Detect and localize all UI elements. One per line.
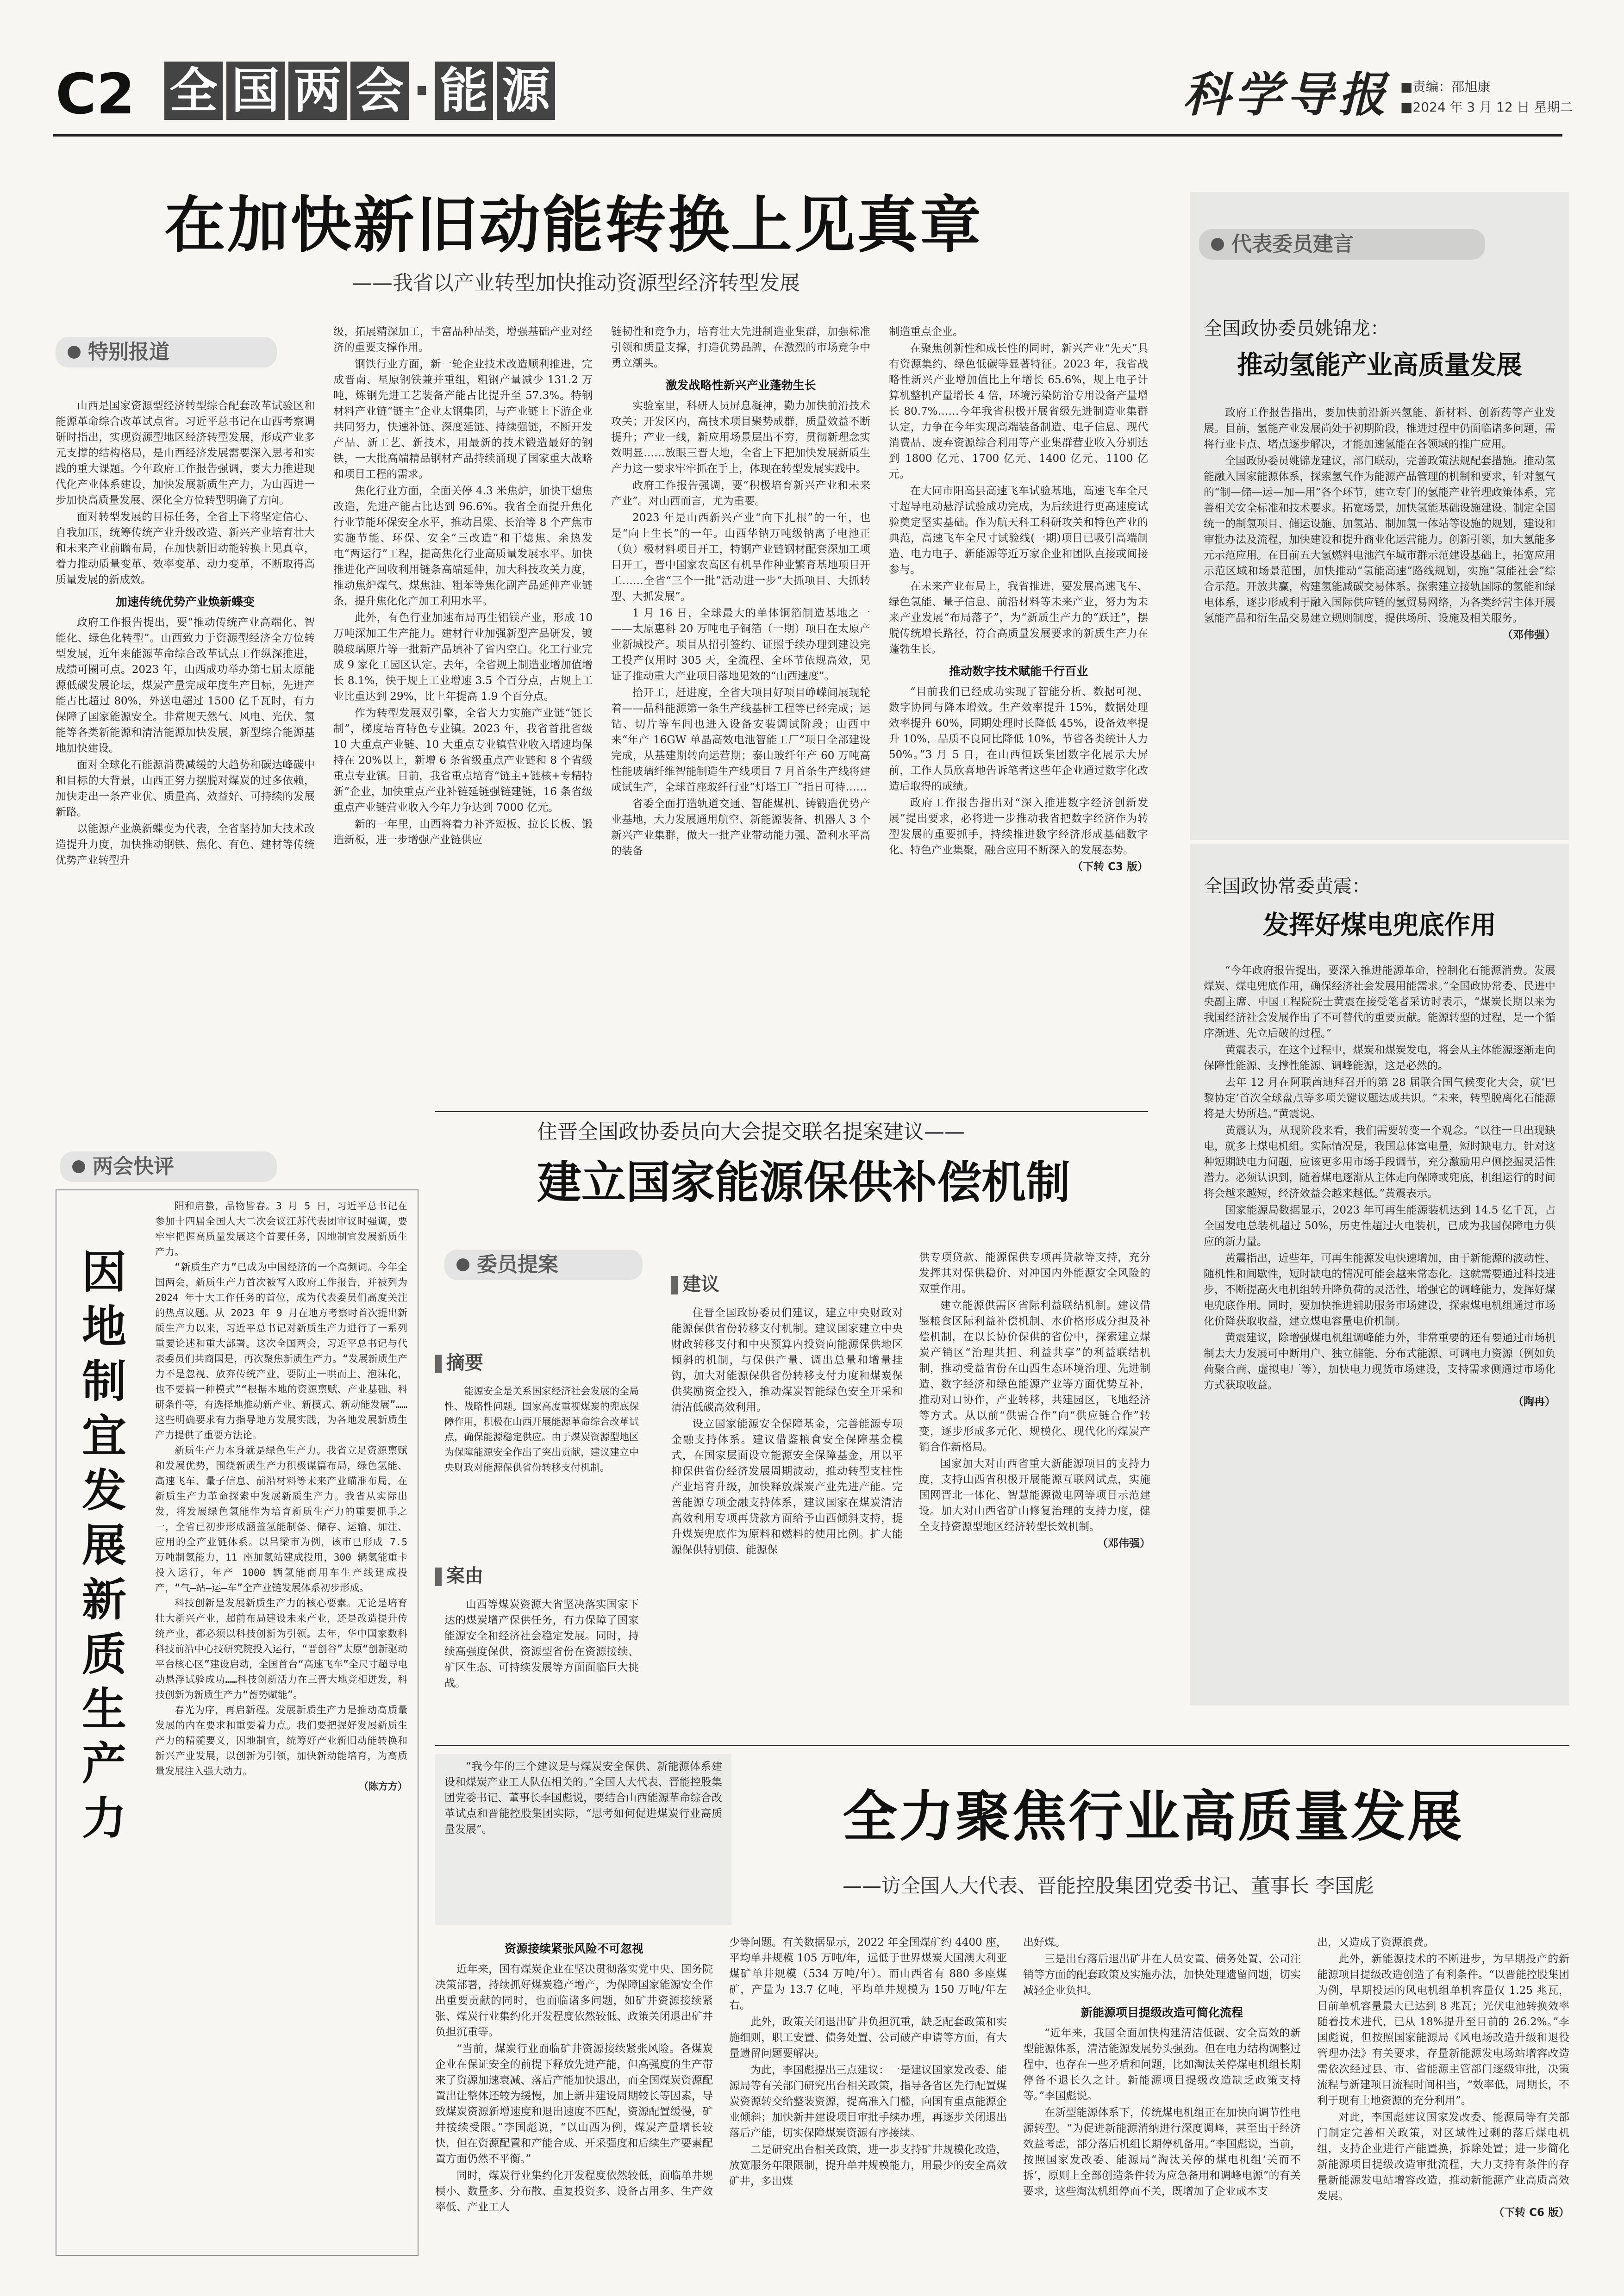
title-char: 因 xyxy=(82,1246,126,1298)
paragraph: 新的一年里，山西将着力补齐短板、拉长长板、锻造新板，进一步增强产业链供应 xyxy=(333,818,593,846)
paragraph: “目前我们已经成功实现了智能分析、数据可视、数字协同与降本增效。生产效率提升 15%，数据处理效率提升 60%，同期处理时长降低 45%，设备效率提升 10%，品质不良同比降低 10%，节省各类统计人力 50%。”3 月 5 日，在山西恒跃集团数字化展示大屏前，工作人员欣喜地告诉笔者这些年企业通过数字化改造后取得的成绩。 xyxy=(889,686,1148,792)
proposal-label-text: 委员提案 xyxy=(477,1253,558,1276)
heading-bar-icon xyxy=(435,1568,442,1586)
paragraph: 同时，煤炭行业集约化开发程度依然较低，面临单井规模小、数量多、分布散、重复投资多、设备占用多、生产效率低、产业工人 xyxy=(435,2170,713,2213)
paragraph: 在新型能源体系下，传统煤电机组正在加快向调节性电源转型。“为促进新能源消纳进行深度调峰，甚至出于经济效益考虑，部分落后机组长期停机备用。”李国彪说，当前，按照国家发改委、能源局“淘汰关停的煤电机组‘关而不拆’，原则上全部创造条件转为应急备用和调峰电源”的有关要求，这些淘汰机组停而不关，既增加了企业成本支 xyxy=(1023,2107,1301,2197)
editor-line: ■责编：邵旭康 xyxy=(1400,79,1491,94)
proposal-label xyxy=(444,1250,643,1280)
paragraph: 供专项贷款、能源保供专项再贷款等支持，充分发挥其对保供稳价、对冲国内外能源安全风险的双重作用。 xyxy=(919,1251,1150,1295)
paragraph: 少等问题。有关数据显示，2022 年全国煤矿约 4400 座，平均单井规模 105 万吨/年，远低于世界煤炭大国澳大利亚煤矿单井规模（534 万吨/年）。而山西省有 880 多座煤矿，产量为 13.7 亿吨，平均单井规模为 150 万吨/年左右。 xyxy=(729,1936,1007,2011)
section-char: 能 xyxy=(435,62,493,120)
case-heading-text: 案由 xyxy=(446,1565,483,1587)
newspaper-logo: 科学导报 xyxy=(1183,67,1390,123)
paragraph: 政府工作报告提出，要“推动传统产业高端化、智能化、绿色化转型”。山西致力于资源型经济全方位转型发展，近年来能源革命综合改革试点工作纵深推进，成绩可圈可点。2023 年，山西成功举办第七届太原能源低碳发展论坛，煤炭产量完成年度生产目标，先进产能占比超过 80%，外送电超过 1500 亿千瓦时，有力保障了国家能源安全。非常规天然气、风电、光伏、氢能等各类新能源和清洁能源加快发展，新型综合能源基地加快建设。 xyxy=(56,616,315,754)
story1-column-3 xyxy=(611,324,870,1097)
delegate-divider xyxy=(1190,840,1569,844)
paragraph: 全国政协委员姚锦龙建议，部门联动，完善政策法规配套措施。推动氢能融入国家能源体系，探索氢气作为能源产品管理的机制和要求，针对氢气的“制—储—运—加—用”各个环节，建立专门的氢能产业管理政策体系，完善相关安全标准和技术要求。拓宽场景，加快氢能基础设施建设。制定全国统一的制氢项目、储运设施、加氢站、制加氢一体站等设施的规划，建设和审批办法及流程，加快建设和提升商业化运营能力。创新引领，加大氢能多元示范应用。在目前五大氢燃料电池汽车城市群示范建设基础上，拓宽应用示范区域和场景范围，加快推动“氢能高速”路线规划，实施“氢能社会”综合示范。开放共赢，构建氢能减碳交易体系。探索建立接轨国际的氢能和绿电体系，逐步形成利于融入国际供应链的氢贸易网络，为各类经营主体开展氢能产品和衍生品交易建立规则制度，提供场所、设施及相关服务。 xyxy=(1204,455,1555,624)
paragraph: 在大同市阳高县高速飞车试验基地，高速飞车全尺寸超导电动悬浮试验成功完成，为后续进行更高速度试验奠定坚实基础。作为航天科工科研攻关和特色产业的典范，高速飞车全尺寸试验线(一期)项目已吸引高端制造、电力电子、新能源等近万家企业和团队直接或间接参与。 xyxy=(889,485,1148,576)
paragraph: 此外，新能源技术的不断进步，为早期投产的新能源项目提级改造创造了有利条件。“以晋能控股集团为例，早期投运的风电机组单机容量仅 1.25 兆瓦，目前单机容量最大已达到 8 兆瓦；光伏电池转换效率随着技术进代，已从 18%提升至目前的 26.2%。”李国彪说，但按照国家能源局《风电场改造升级和退役管理办法》有关要求，存量新能源发电场站增容改造需依次经过县、市、省能源主管部门逐级审批，决策流程与新建项目流程时间相当，“效率低，周期长，不利于现有土地资源的充分利用”。 xyxy=(1317,1953,1569,2107)
bullet-icon xyxy=(456,1258,469,1271)
byline: （陶冉） xyxy=(1513,1396,1555,1408)
date-line: ■2024 年 3 月 12 日 星期二 xyxy=(1400,100,1573,115)
paragraph: 三是出台落后退出矿井在人员安置、债务处置、公司注销等方面的配套政策及实施办法，加快处理遗留问题，切实减轻企业负担。 xyxy=(1023,1953,1301,1997)
delegate-label-text: 代表委员建言 xyxy=(1231,232,1354,256)
bullet-icon xyxy=(68,346,81,359)
paragraph: 出，又造成了资源浪费。 xyxy=(1317,1936,1434,1948)
suggestion-heading-text: 建议 xyxy=(682,1274,719,1295)
delegate-sidebar xyxy=(1190,192,1569,1705)
delegate-2-body xyxy=(1204,963,1555,1699)
delegate-2-person: 全国政协常委黄震： xyxy=(1204,876,1370,897)
paragraph: 阳和启蛰，品物皆春。3 月 5 日，习近平总书记在参加十四届全国人大二次会议江苏代表团审议时强调，要牢牢把握高质量发展这个首要任务，因地制宜发展新质生产力。 xyxy=(155,1201,407,1257)
paragraph: “当前，煤炭行业面临矿井资源接续紧张风险。各煤炭企业在保证安全的前提下释放先进产能，但高强度的生产带来了资源加速衰减、落后产能加快退出，而全国煤炭资源配置出让整体还较为缓慢，加上新井建设周期较长等因素，导致煤炭资源新增速度和退出速度不匹配，资源配置缓慢，矿井接续受限。”李国彪说，“以山西为例，煤炭产量增长较快，但在资源配置和产能合成、开采强度和后续生产要素配置方面仍然不平衡。” xyxy=(435,2043,713,2165)
story1-column-4 xyxy=(889,324,1148,1097)
paragraph: 科技创新是发展新质生产力的核心要素。无论是培育壮大新兴产业，超前布局建设未来产业，还是改造提升传统产业，都必须以科技创新为引领。去年，华中国家数科科技前沿中心技研究院投入运行，“晋创谷”太原“创新驱动平台核心区”建设启动，全国首台“高速飞车”全尺寸超导电动悬浮试验成功……科技创新活力在三晋大地竞相迸发，科技创新为新质生产力“蓄势赋能”。 xyxy=(155,1598,407,1700)
delegate-1-title: 推动氢能产业高质量发展 xyxy=(1237,350,1522,380)
section-title xyxy=(164,62,555,120)
paragraph: 2023 年是山西新兴产业“向下扎根”的一年，也是“向上生长”的一年。山西华钠万吨级钠离子电池正（负）极材料项目开工，特钢产业链钢材配套深加工项目开工，晋中国家农高区有机旱作种业繁育基地项目开工……全省“三个一批”活动进一步“大抓项目、大抓转型、大抓发展”。 xyxy=(611,512,870,603)
masthead xyxy=(0,0,1624,148)
commentary-label-text: 两会快评 xyxy=(93,1155,174,1178)
paragraph: 黄震建议，除增强煤电机组调峰能力外，非常重要的还有要通过市场机制去大力发展可中断用户、独立储能、分布式能源、可调电力资源（例如负荷聚合商、虚拟电厂等），加快电力现货市场建设，支持需求侧通过市场化方式获取收益。 xyxy=(1204,1332,1555,1391)
heading-bar-icon xyxy=(435,1355,442,1373)
paragraph: 山西是国家资源型经济转型综合配套改革试验区和能源革命综合改革试点省。习近平总书记在山西考察调研时指出，实现资源型地区经济转型发展，形成产业多元支撑的结构格局，是山西经济发展需要深入思考和实践的重大课题。今年政府工作报告强调，要大力推进现代化产业体系建设，加快发展新质生产力，为山西进一步加快高质量发展、深化全方位转型明确了方向。 xyxy=(56,400,315,506)
section-subhead: 推动数字技术赋能千行百业 xyxy=(949,665,1088,678)
continued-note: （下转 C3 版） xyxy=(1072,861,1148,873)
title-char: 质 xyxy=(82,1629,126,1680)
title-char: 制 xyxy=(82,1356,126,1407)
special-report-label-text: 特别报道 xyxy=(88,340,169,364)
interview-headline: 全力聚焦行业高质量发展 xyxy=(843,1785,1464,1848)
section-char: 国 xyxy=(226,62,285,120)
title-char: 产 xyxy=(82,1738,126,1790)
section-char: 两 xyxy=(288,62,347,120)
interview-intro xyxy=(444,1759,722,1921)
paragraph: 链韧性和竞争力，培育壮大先进制造业集群，加强标准引领和质量支撑，打造优势品牌，在激烈的市场竞争中勇立潮头。 xyxy=(611,326,870,369)
abstract-heading xyxy=(435,1351,483,1375)
paragraph: 住晋全国政协委员们建议，建立中央财政对能源保供省份转移支付机制。建议国家建立中央财政转移支付和中央预算内投资向能源保供地区倾斜的机制，与保供产量、调出总量和增量挂钩，加大对能源保供省份转移支付力度和煤炭保供奖励资金投入，推动煤炭智能绿色安全开采和清洁低碳高效利用。 xyxy=(671,1307,903,1413)
abstract-text: 能源安全是关系国家经济社会发展的全局性、战略性问题。国家高度重视煤炭的兜底保障作用，积极在山西开展能源革命综合改革试点，确保能源稳定供应。由于煤炭资源型地区为保障能源安全作出了突出贡献，建议建立中央财政对能源保供省份转移支付机制。 xyxy=(444,1386,639,1473)
special-report-label xyxy=(56,337,277,367)
story1-headline: 在加快新旧动能转换上见真章 xyxy=(164,190,983,261)
paragraph: 山西等煤炭资源大省坚决落实国家下达的煤炭增产保供任务，有力保障了国家能源安全和经济社会稳定发展。同时，持续高强度保供，资源型省份在资源接续、矿区生态、可持续发展等方面面临巨大挑战。 xyxy=(444,1599,639,1689)
proposal-headline: 建立国家能源保供补偿机制 xyxy=(537,1157,1070,1208)
paragraph: 去年 12 月在阿联酋迪拜召开的第 28 届联合国气候变化大会，就‘巴黎协定’首次全球盘点等多项关键议题达成共识。“未来，转型脱离化石能源将是大势所趋。”黄震说。 xyxy=(1204,1076,1555,1120)
paragraph: 面对全球化石能源消费减缓的大趋势和碳达峰碳中和目标的大背景，山西正努力摆脱对煤炭的过多依赖，加快走出一条产业优、质量高、效益好、可持续的发展新路。 xyxy=(56,759,315,818)
bullet-icon xyxy=(72,1160,85,1173)
paragraph: “新质生产力”已成为中国经济的一个高频词。今年全国两会，新质生产力首次被写入政府工作报告，并被列为 2024 年十大工作任务的首位，成为代表委员们高度关注的热点议题。从 2023 年 9 月在地方考察时首次提出新质生产力以来，习近平总书记对新质生产力进行了一系列重要论述和重大部署。这次全国两会，习近平总书记与代表委员们共商国是，再次聚焦新质生产力。“发展新质生产力不是忽视、放弃传统产业，要防止一哄而上、泡沫化，也不要搞一种模式”“根据本地的资源禀赋、产业基础、科研条件等，有选择地推动新产业、新模式、新动能发展”……这些明确要求有力指导地方发展实践，为各地发展新质生产力提供了重要方法论。 xyxy=(155,1262,407,1441)
paragraph: 黄震认为，从现阶段来看，我们需要转变一个观念。“以往一旦出现缺电，就多上煤电机组。实际情况是，我国总体富电量，短时缺电力。针对这种短期缺电力问题，应该更多用市场手段调节，充分激励用户侧挖掘灵活性潜力。必须认识到，随着煤电逐渐从主体走向保障或兜底，机组运行的时间将会越来越短，经济效益会越来越低。”黄震表示。 xyxy=(1204,1125,1555,1200)
paragraph: “今年政府报告提出，要深入推进能源革命，控制化石能源消费。发展煤炭、煤电兜底作用，确保经济社会发展用能需求。”全国政协常委、民进中央副主席、中国工程院院士黄震在接受笔者采访时表示，“煤炭长期以来为我国经济社会发展作出了不可替代的重要贡献。能源转型的过程，是一个循序渐进、先立后破的过程。” xyxy=(1204,964,1555,1039)
delegate-2-title: 发挥好煤电兜底作用 xyxy=(1263,910,1496,940)
paragraph: 二是研究出台相关政策，进一步支持矿井规模化改造，放宽服务年限限制，提升单井规模能力，用最少的安全高效矿井，多出煤 xyxy=(729,2144,1007,2187)
paragraph: “近年来，我国全面加快构建清洁低碳、安全高效的新型能源体系，清洁能源发展势头强劲。但在电力结构调整过程中，也存在一些矛盾和问题，比如淘汰关停煤电机组长期停备不退长久之计。新能源项目提级改造缺乏政策支持等。”李国彪说。 xyxy=(1023,2027,1301,2102)
title-char: 新 xyxy=(82,1574,126,1626)
bullet-icon xyxy=(1211,238,1224,251)
paragraph: 级，拓展精深加工，丰富品种品类，增强基础产业对经济的重要支撑作用。 xyxy=(333,326,593,354)
commentary-body xyxy=(155,1199,407,2247)
title-char: 生 xyxy=(82,1683,126,1735)
paragraph: 作为转型发展双引擎，全省大力实施产业链“链长制”，梯度培育特色专业镇。2023 年，我省首批省级 10 大重点产业链、10 大重点专业镇营业收入增速均保持在 20%以上，新增 6 条省级重点产业链和 8 个省级重点专业镇。目前，我省重点培育“链主+链核+专精特新”企业，加快重点产业补链延链强链建链，16 条省级重点产业链营业收入今年力争达到 7000 亿元。 xyxy=(333,707,593,814)
story1-column-2 xyxy=(333,324,593,1097)
story1-subheadline: ——我省以产业转型加快推动资源型经济转型发展 xyxy=(352,271,800,295)
paragraph: 国家能源局数据显示，2023 年可再生能源装机达到 14.5 亿千瓦，占全国发电总装机超过 50%，历史性超过火电装机，已成为我国保障电力供应的新力量。 xyxy=(1204,1204,1555,1248)
interview-top-rule xyxy=(435,1745,1569,1746)
paragraph: 此外，政策关闭退出矿井负担沉重，缺乏配套政策和实施细则，职工安置、债务处置、公司破产申请等方面，有大量遗留问题要解决。 xyxy=(729,2016,1007,2060)
title-char: 地 xyxy=(82,1301,126,1353)
paragraph: “我今年的三个建议是与煤炭安全保供、新能源体系建设和煤炭产业工人队伍相关的。”全国人大代表、晋能控股集团党委书记、董事长李国彪说，要结合山西能源革命综合改革试点和晋能控股集团实际，“思考如何促进煤炭行业高质量发展”。 xyxy=(444,1761,722,1836)
section-subhead: 新能源项目提级改造可简化流程 xyxy=(1081,2006,1243,2019)
paragraph: 政府工作报告强调，要“积极培育新兴产业和未来产业”。对山西而言，尤为重要。 xyxy=(611,479,870,507)
paragraph: 实验室里，科研人员屏息凝神，勤力加快前沿技术攻关；开发区内，高技术项目聚势成群，质量效益不断提升；产业一线，新应用场景层出不穷，贯彻新理念实效明显……放眼三晋大地，全省上下把加快发展新质生产力这一要求牢牢抓在手上，体现在转型发展实践中。 xyxy=(611,400,870,475)
title-char: 宜 xyxy=(82,1410,126,1462)
paragraph: 拾开工，赶进度，全省大项目好项目峥嵘间展现轮着——晶科能源第一条生产线基桩工程等已经完成；运钻、切片等车间也进入设备安装调试阶段；山西中来“年产 16GW 单晶高效电池智能工厂”项目全部建设完成，从基建期转向运营期；泰山玻纤年产 60 万吨高性能玻璃纤维智能制造生产线项目 7 月首条生产线将建成试生产，全球首座玻纤行业“灯塔工厂”指日可待…… xyxy=(611,687,870,793)
paragraph: 焦化行业方面，全面关停 4.3 米焦炉，加快干熄焦改造，先进产能占比达到 96.6%。我省全面提升焦化行业节能环保安全水平，推动吕梁、长治等 8 个产焦市实施节能、环保、安全“三改造”和干熄焦、余热发电“两运行”工程，提高焦化行业高质量发展水平。加快推进化产回收利用链条高端延伸，加大科技攻关力度，推动焦炉煤气、煤焦油、粗苯等焦化副产品延伸产业链条，提升焦化化产加工利用水平。 xyxy=(333,485,593,607)
interview-column-4 xyxy=(1317,1935,1569,2259)
interview-column-2 xyxy=(729,1935,1007,2259)
paragraph: 建立能源供需区省际利益联结机制。建议借鉴粮食区际利益补偿机制、水价格形成分担及补偿机制，在以长协价保供的省份中，探索建立煤炭产销区“治理共担、利益共享”的利益联结机制，推动受益省份在山西生态环境治理、先进制造、数字经济和绿色能源产业等方面优势互补，推动对口协作，产业转移，共建园区，飞地经济等方式。从以前“供需合作”向“供应链合作”转变，逐步形成多元化、规模化、现代化的煤炭产销合作新格局。 xyxy=(919,1300,1150,1453)
paragraph: 政府工作报告指出对“深入推进数字经济创新发展”提出要求，必将进一步推动我省把数字经济作为转型发展的重要抓手，持续推进数字经济形成基础数字化、特色产业集聚，融合应用不断深入的发展态势。 xyxy=(889,797,1148,856)
page-code: C2 xyxy=(56,62,135,127)
proposal-column-3 xyxy=(919,1250,1150,1736)
section-subhead: 资源接续紧张风险不可忽视 xyxy=(504,1942,643,1955)
title-char: 发 xyxy=(82,1465,126,1517)
byline: （邓伟强） xyxy=(1502,629,1555,641)
title-char: 力 xyxy=(82,1792,126,1844)
interview-subheadline: ——访全国人大代表、晋能控股集团党委书记、董事长 李国彪 xyxy=(843,1874,1374,1897)
continued-note: （下转 C6 版） xyxy=(1493,2207,1569,2219)
paragraph: 设立国家能源安全保障基金，完善能源专项金融支持体系。建议借鉴粮食安全保障基金模式，在国家层面设立能源安全保障基金，用以平抑保供省份经济发展周期波动，推动转型支柱性产业培育升级，加快释放煤炭产业先进产能。完善能源专项金融支持体系，建议国家在煤炭清洁高效利用专项再贷款方面给予山西倾斜支持，提升煤炭兜底作为原料和燃料的使用比例。扩大能源保供特别债、能源保 xyxy=(671,1418,903,1556)
heading-bar-icon xyxy=(671,1276,678,1294)
case-heading xyxy=(435,1564,483,1587)
paragraph: 面对转型发展的目标任务，全省上下将坚定信心、自我加压，统筹传统产业升级改造、新兴产业培育壮大和未来产业前瞻布局，在加快新旧动能转换上见真章，着力推动质量变革、效率变革、动力变革，不断取得高质量发展的新成效。 xyxy=(56,511,315,586)
paragraph: 制造重点企业。 xyxy=(889,326,963,338)
paragraph: 在未来产业布局上，我省推进，要发展高速飞车、绿色氢能、量子信息、前沿材料等未来产业，努力为未来产业发展“布局落子”，为“新质生产力的“跃迁”，摆脱传统增长路径，符合高质量发展要求的新质生产力在蓬勃生长。 xyxy=(889,580,1148,655)
title-char: 展 xyxy=(82,1519,126,1571)
section-char: 全 xyxy=(164,62,223,120)
section-char: · xyxy=(412,62,431,119)
masthead-rule xyxy=(53,134,1562,137)
paragraph: 为此，李国彪提出三点建议：一是建议国家发改委、能源局等有关部门研究出台相关政策，指导各省区先行配置煤炭资源转交给整装资源，提高准入门槛，向国有重点能源企业倾斜；加快新井建设项目审批手续办理，再逐步关闭退出落后产能，切实保障煤炭资源有序接续。 xyxy=(729,2064,1007,2139)
case-text xyxy=(444,1597,639,1736)
paragraph: 政府工作报告指出，要加快前沿新兴氢能、新材料、创新药等产业发展。目前，氢能产业发展尚处于初期阶段，推进过程中仍面临诸多问题，需将行业卡点、堵点逐步解决，才能加速氢能在各领域的推广应用。 xyxy=(1204,407,1555,450)
proposal-column-2 xyxy=(671,1305,903,1736)
abstract-heading-text: 摘要 xyxy=(446,1352,483,1374)
paragraph: 钢铁行业方面，新一轮企业技术改造顺利推进，完成晋南、星原钢铁兼并重组，粗钢产量减少 131.2 万吨，炼钢先进工艺装备产能占比提升至 57.3%。特钢材料产业链“链主”企业太钢集团，与产业链上下游企业共同努力，快速补链、深度延链、持续强链，不断开发产品、新工艺、新技术，用最新的技术锻造最好的钢铁，一大批高端精品钢材产品持续涌现了国家重大战略和项目工程的需求。 xyxy=(333,358,593,480)
interview-column-3 xyxy=(1023,1935,1301,2259)
proposal-kicker: 住晋全国政协委员向大会提交联名提案建议—— xyxy=(537,1120,965,1144)
commentary-vertical-title xyxy=(79,1245,130,1846)
paragraph: 此外，有色行业加速布局再生铝镁产业，形成 10 万吨深加工生产能力。建材行业加强新型产品研发，镀膜玻璃原片等一批新产品填补了省内空白。化工行业完成 9 家化工园区认定。去年，全省规上制造业增加值增长 8.1%，快于规上工业增速 3.5 个百分点，占规上工业比重达到 29%，比上年提高 1.9 个百分点。 xyxy=(333,612,593,703)
section-subhead: 激发战略性新兴产业蓬勃生长 xyxy=(665,379,816,392)
delegate-1-body xyxy=(1204,405,1555,757)
byline: （邓伟强） xyxy=(1097,1537,1150,1549)
section-char: 源 xyxy=(497,62,555,120)
section-char: 会 xyxy=(350,62,409,120)
paragraph: 国家加大对山西省重大新能源项目的支持力度，支持山西省积极开展能源互联网试点，实施国网晋北一体化、智慧能源微电网等项目示范建设。加大对山西省矿山修复治理的支持力度，健全支持资源型地区经济转型长效机制。 xyxy=(919,1458,1150,1533)
paragraph: 春光为序，再启新程。发展新质生产力是推动高质量发展的内在要求和重要着力点。我们要把握好发展新质生产力的精髓要义，因地制宜，统筹好产业新旧动能转换和新兴产业发展，以创新为引领，加快新动能培育，为高质量发展注入强大动力。 xyxy=(155,1705,407,1777)
paragraph: 省委全面打造轨道交通、智能煤机、铸锻造优势产业基地，大力发展通用航空、新能源装备、机器人 3 个新兴产业集群，做大一批产业带动能力强、盈利水平高的装备 xyxy=(611,798,870,857)
delegate-label xyxy=(1199,229,1485,260)
commentary-label xyxy=(60,1151,277,1182)
byline: （陈方方） xyxy=(359,1781,407,1792)
paragraph: 出好煤。 xyxy=(1023,1936,1066,1948)
paragraph: 对此，李国彪建议国家发改委、能源局等有关部门制定完善相关政策，对区域性过剩的落后煤电机组，支持企业进行产能置换，拆除处置；进一步简化新能源项目提级改造审批流程，大力支持有条件的存量新能源发电站增容改造，推动新能源产业高质高效发展。 xyxy=(1317,2111,1569,2202)
story1-column-1 xyxy=(56,398,315,1101)
section-subhead: 加速传统优势产业焕新蝶变 xyxy=(115,595,255,609)
paragraph: 黄震指出，近些年，可再生能源发电快速增加，由于新能源的波动性、随机性和间歇性，短时缺电的情况可能会越来常态化。这就需要通过科技进步，不断提高火电机组转升降负荷的灵活性，增强它的调峰能力，发挥好煤电兜底作用。同时，要加快推进辅助服务市场建设，探索煤电机组通过市场化价降获取收益，建立煤电容量电价机制。 xyxy=(1204,1252,1555,1327)
paragraph: 黄震表示，在这个过程中，煤炭和煤炭发电，将会从主体能源逐渐走向保障性能源、支撑性能源、调峰能源，这是必然的。 xyxy=(1204,1044,1555,1072)
paragraph: 在聚焦创新性和成长性的同时，新兴产业“先天”具有资源集约、绿色低碳等显著特征。2023 年，我省战略性新兴产业增加值比上年增长 65.6%，规上电子计算机整机产量增长 4 倍，环境污染防治专用设备产量增长 80.7%……今年我省积极开展省级先进制造业集群认定，力争在今年实现高端装备制造、电子信息、现代消费品、废弃资源综合利用等产业集群营业收入分别达到 1800 亿元、1700 亿元、1400 亿元、1100 亿元。 xyxy=(889,342,1148,480)
proposal-top-rule xyxy=(435,1111,1148,1112)
interview-column-1 xyxy=(435,1935,713,2259)
paragraph: 以能源产业焕新蝶变为代表，全省坚持加大技术改造提升力度，加快推动钢铁、焦化、有色、建材等传统优势产业转型升 xyxy=(56,823,315,866)
delegate-1-person: 全国政协委员姚锦龙： xyxy=(1204,318,1389,339)
paragraph: 近年来，国有煤炭企业在坚决贯彻落实党中央、国务院决策部署，持续抓好煤炭稳产增产，为保障国家能源安全作出重要贡献的同时，也面临诸多问题，如矿井资源接续紧张、煤炭行业集约化开发程度依然较低、政策关闭退出矿井负担沉重等。 xyxy=(435,1963,713,2038)
paragraph: 新质生产力本身就是绿色生产力。我省立足资源禀赋和发展优势，围绕新质生产力积极谋篇布局，绿色氢能、高速飞车、量子信息、前沿材料等未来产业瞄准布局，在新质生产力革命探索中发展新质生产力。我省从实际出发，将发展绿色氢能作为培育新质生产力的重要抓手之一，全省已初步形成涵盖氢能制备、储存、运输、加注、应用的全产业链体系。以吕梁市为例，该市已形成 7.5 万吨制氢能力，11 座加氢站建成投用，300 辆氢能重卡投入运行，年产 1000 辆氢能商用车生产线建成投产，“气—站—运—车”全产业链发展体系初步形成。 xyxy=(155,1445,407,1593)
suggestion-heading xyxy=(671,1273,719,1296)
paragraph: 1 月 16 日，全球最大的单体铜箔制造基地之一——太原惠科 20 万吨电子铜箔（一期）项目在太原产业新城投产。项目从招引签约、证照手续办理到建设完工投产仅用时 305 天，全流程、全环节依规高效，见证了推动重大产业项目落地见效的“山西速度”。 xyxy=(611,607,870,682)
